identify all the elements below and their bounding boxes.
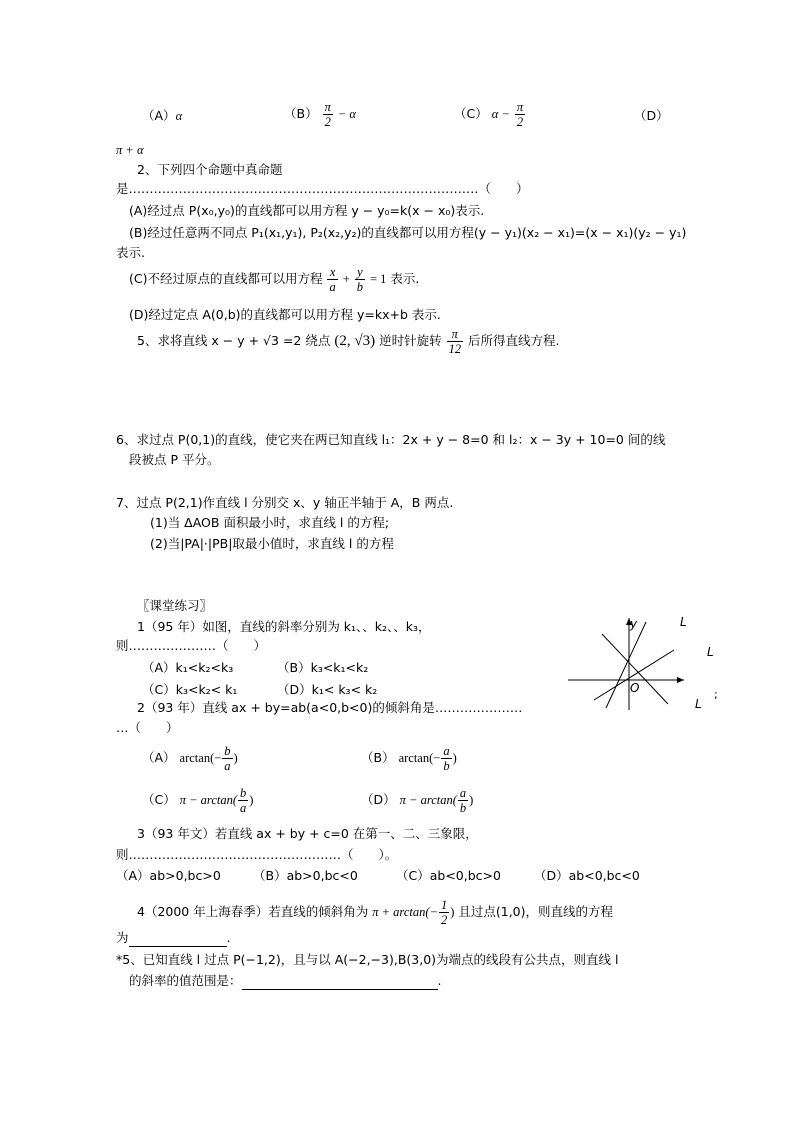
q7-line-1: 7、过点 P(2,1)作直线 l 分别交 x、y 轴正半轴于 A，B 两点. bbox=[116, 495, 454, 510]
p4-line-1: 4（2000 年上海春季）若直线的倾斜角为 π + arctan(− $\frac{1}{2}$ ) 且过点(1,0)，则直线的方程 bbox=[137, 898, 613, 927]
p1-option-b: （B）k₃<k₁<k₂ bbox=[277, 660, 369, 675]
p1-option-c: （C）k₃<k₂< k₁ bbox=[142, 682, 238, 697]
y-label: y bbox=[630, 617, 638, 631]
q6-line-1: 6、求过点 P(0,1)的直线，使它夹在两已知直线 l₁：2x + y − 8=0 和 l₂：x − 3y + 10=0 间的线 bbox=[116, 432, 666, 447]
p5-line-2: 的斜率的值范围是： . bbox=[129, 973, 442, 988]
p3-option-b: （B）ab>0,bc<0 bbox=[253, 868, 358, 883]
origin-label: O bbox=[630, 681, 640, 695]
x-axis-arrow bbox=[677, 677, 684, 683]
p2-option-b: （B） arctan(− $\frac{a}{b}$ ) bbox=[361, 744, 457, 773]
slope-figure bbox=[564, 612, 734, 712]
q2-option-b: (B)经过任意两不同点 P₁(x₁,y₁), P₂(x₂,y₂)的直线都可以用方程(y − y₁)(x₂ − x₁)=(x − x₁)(y₂ − y₁) bbox=[129, 225, 687, 240]
practice-heading: 〖课堂练习〗 bbox=[137, 598, 213, 613]
p3-option-a: （A）ab>0,bc>0 bbox=[116, 868, 221, 883]
line-label-3: L bbox=[695, 697, 702, 711]
p3-line-2: 则……………………………………………（ ）。 bbox=[116, 847, 398, 862]
q1-option-d-label: （D） bbox=[634, 108, 669, 123]
q2-option-b-cont: 表示. bbox=[116, 245, 145, 260]
q2-option-c: (C)不经过原点的直线都可以用方程 $\frac{x}{a}$ + $\frac{y}{b}$ = 1 表示. bbox=[129, 265, 420, 294]
p4-answer-blank[interactable] bbox=[129, 930, 227, 947]
p1-line-1: 1（95 年）如图，直线的斜率分别为 k₁、、k₂、、k₃， bbox=[137, 619, 431, 634]
q2-option-d: (D)经过定点 A(0,b)的直线都可以用方程 y=kx+b 表示. bbox=[129, 307, 441, 322]
line-label-1: L bbox=[680, 615, 687, 629]
p2-option-c: （C） π − arctan( $\frac{b}{a}$ ) bbox=[142, 786, 254, 815]
p5-line-1: *5、已知直线 l 过点 P(−1,2)，且与以 A(−2,−3),B(3,0)为端点的线段有公共点，则直线 l bbox=[116, 952, 619, 967]
q7-sub-2: (2)当|PA|·|PB|取最小值时，求直线 l 的方程 bbox=[150, 536, 394, 551]
line-k3 bbox=[606, 622, 646, 708]
q1-option-b: （B） $\frac{\pi}{2}$ − α bbox=[284, 100, 356, 129]
p4-line-2: 为 . bbox=[116, 930, 231, 945]
q2-lead: 是…………………………………………………………………………（ ） bbox=[116, 181, 529, 196]
p1-line-2: 则…………………（ ） bbox=[116, 638, 267, 653]
p2-line-1: 2（93 年）直线 ax + by=ab(a<0,b<0)的倾斜角是………………… bbox=[137, 700, 523, 715]
q2-title: 2、下列四个命题中真命题 bbox=[137, 162, 283, 177]
q1-option-c: （C） α − $\frac{\pi}{2}$ bbox=[454, 100, 524, 129]
line-label-2: L bbox=[707, 645, 714, 659]
figure-semicolon: ; bbox=[714, 688, 718, 701]
p2-option-d: （D） π − arctan( $\frac{a}{b}$ ) bbox=[361, 786, 474, 815]
p5-answer-blank[interactable] bbox=[242, 973, 438, 990]
p1-option-a: （A）k₁<k₂<k₃ bbox=[142, 660, 234, 675]
p3-option-d: （D）ab<0,bc<0 bbox=[534, 868, 640, 883]
p1-option-d: （D）k₁< k₃< k₂ bbox=[277, 682, 378, 697]
q5-question: 5、求将直线 x − y + √3 =2 绕点 (2, √3) 逆时针旋转 $\frac{\pi}{12}$ 后所得直线方程. bbox=[137, 327, 560, 356]
p3-line-1: 3（93 年文）若直线 ax + by + c=0 在第一、二、三象限， bbox=[137, 826, 478, 841]
q1-option-a: （A）α bbox=[142, 108, 183, 123]
p3-option-c: （C）ab<0,bc>0 bbox=[396, 868, 501, 883]
q7-sub-1: (1)当 ΔAOB 面积最小时，求直线 l 的方程; bbox=[150, 515, 390, 530]
p2-line-2: …（ ） bbox=[116, 720, 179, 735]
q1-option-d-expr: π + α bbox=[116, 143, 144, 157]
q2-option-a: (A)经过点 P(x₀,y₀)的直线都可以用方程 y − y₀=k(x − x₀)表示. bbox=[129, 203, 485, 218]
p2-option-a: （A） arctan(− $\frac{b}{a}$ ) bbox=[142, 744, 238, 773]
q6-line-2: 段被点 P 平分。 bbox=[129, 452, 220, 467]
